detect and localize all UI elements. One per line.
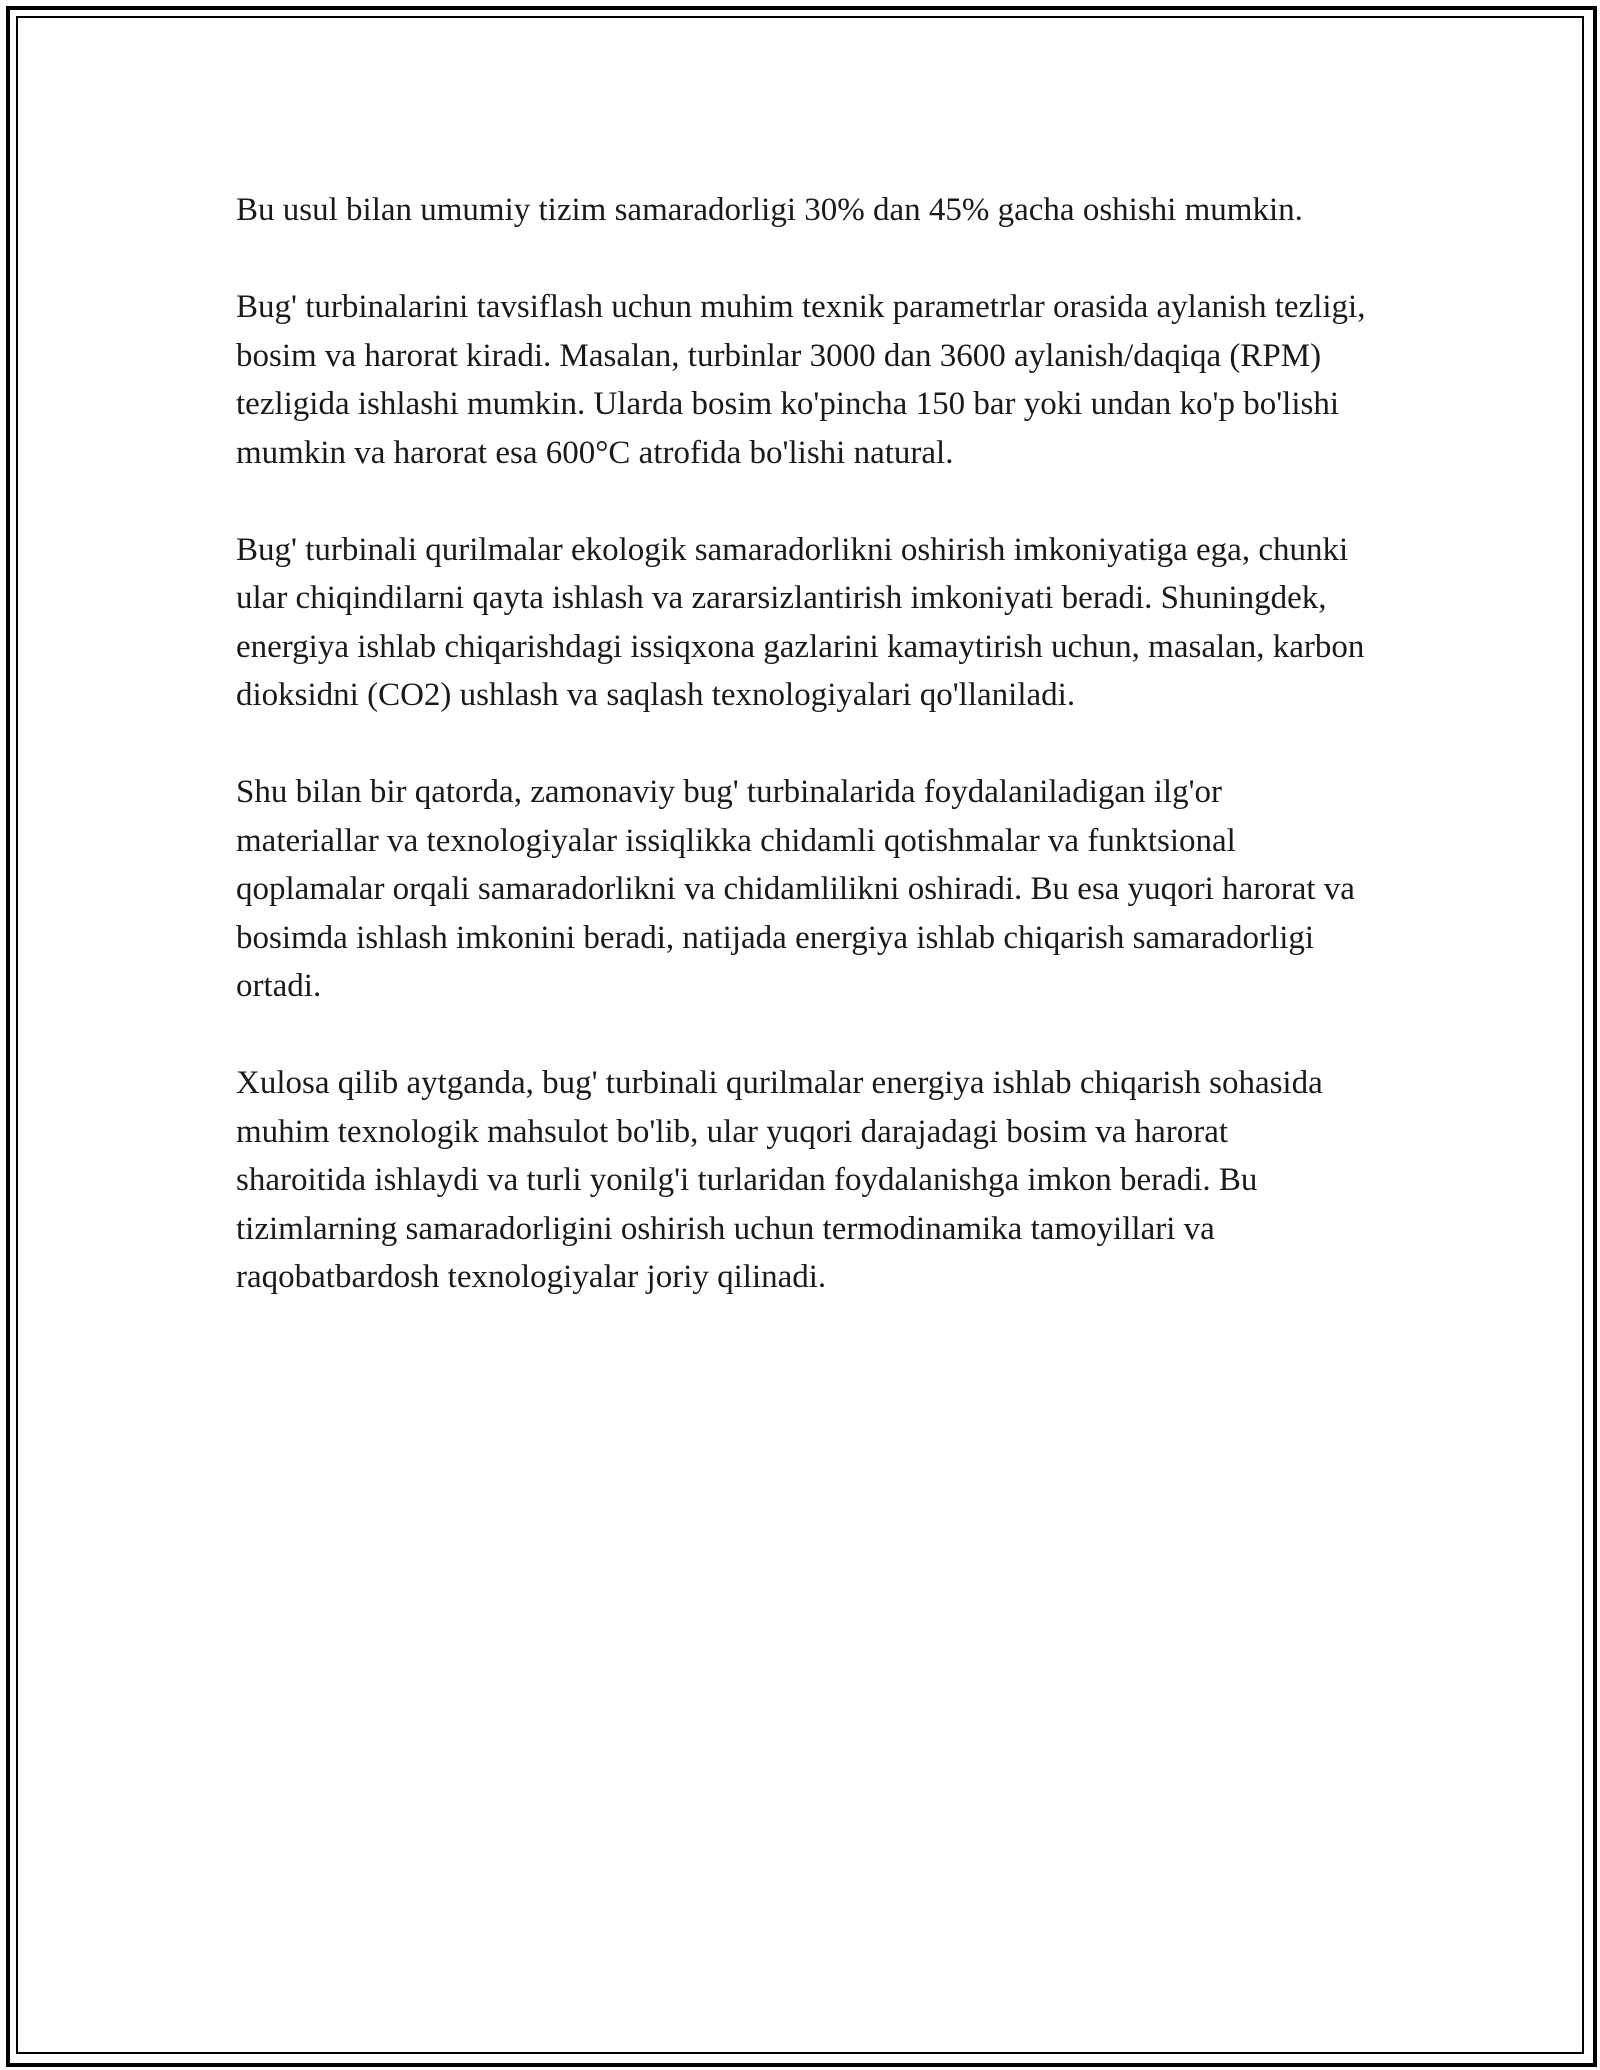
- paragraph-efficiency: Bu usul bilan umumiy tizim samaradorligi 30% dan 45% gacha oshishi mumkin.: [236, 192, 1303, 228]
- paragraph-conclusion: Xulosa qilib aytganda, bug' turbinali qurilmalar energiya ishlab chiqarish sohasida muhim texnologik mahsulot bo'lib, ular yuqori darajadagi bosim va harorat sharoitida ishlaydi va turli yonilg'i turlaridan foydalanishga imkon beradi. Bu tizimlarning samaradorligini oshirish uchun termodinamika tamoyillari va raqobatbardosh texnologiyalar joriy qilinadi.: [236, 1065, 1323, 1295]
- paragraph-ecological-efficiency: Bug' turbinali qurilmalar ekologik samaradorlikni oshirish imkoniyatiga ega, chunki ular chiqindilarni qayta ishlash va zararsizlantirish imkoniyati beradi. Shuningdek, energiya ishlab chiqarishdagi issiqxona gazlarini kamaytirish uchun, masalan, karbon dioksidni (CO2) ushlash va saqlash texnologiyalari qo'llaniladi.: [236, 531, 1365, 713]
- paragraph-technical-parameters: Bug' turbinalarini tavsiflash uchun muhim texnik parametrlar orasida aylanish tezligi, bosim va harorat kiradi. Masalan, turbinlar 3000 dan 3600 aylanish/daqiqa (RPM) tezligida ishlashi mumkin. Ularda bosim ko'pincha 150 bar yoki undan ko'p bo'lishi mumkin va harorat esa 600°C atrofida bo'lishi natural.: [236, 289, 1366, 471]
- document-body: [236, 186, 1366, 1350]
- paragraph-materials-technologies: Shu bilan bir qatorda, zamonaviy bug' turbinalarida foydalaniladigan ilg'or materiallar va texnologiyalar issiqlikka chidamli qotishmalar va funktsional qoplamalar orqali samaradorlikni va chidamlilikni oshiradi. Bu esa yuqori harorat va bosimda ishlash imkonini beradi, natijada energiya ishlab chiqarish samaradorligi ortadi.: [236, 774, 1355, 1004]
